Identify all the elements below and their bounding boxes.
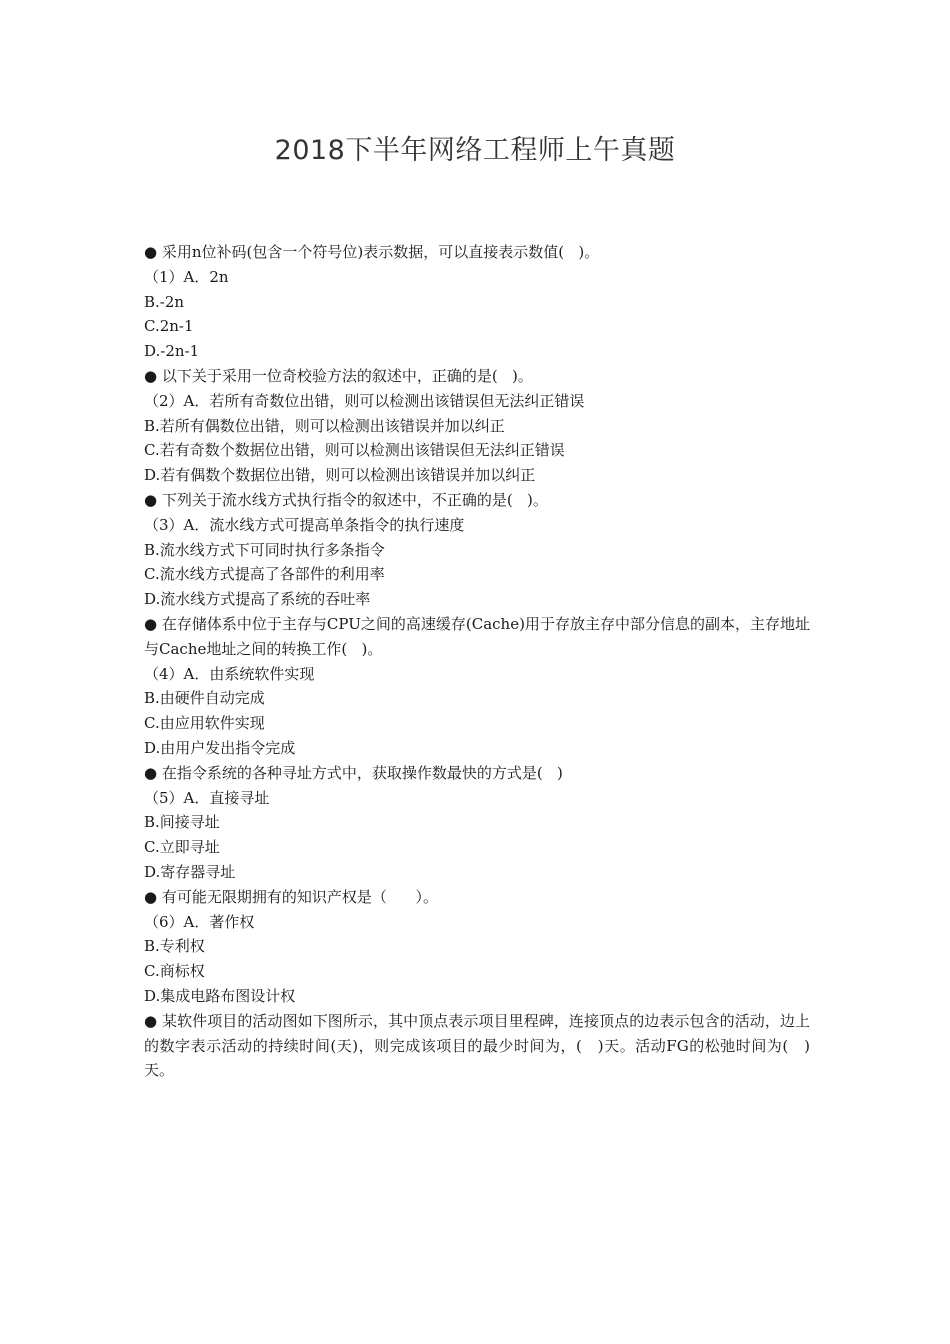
question-1-option-c: C.2n-1: [144, 317, 194, 336]
question-stem-1: ● 采用n位补码(包含一个符号位)表示数据，可以直接表示数值( )。: [144, 243, 600, 261]
question-4-option-d: D.由用户发出指令完成: [144, 738, 296, 757]
question-stem-3: ● 下列关于流水线方式执行指令的叙述中，不正确的是( )。: [144, 490, 548, 509]
question-stem-2: ● 以下关于采用一位奇校验方法的叙述中，正确的是( )。: [144, 366, 533, 385]
question-stem-6: ● 有可能无限期拥有的知识产权是（ ）。: [144, 887, 438, 906]
question-5-option-b: B.间接寻址: [144, 813, 220, 832]
question-5-option-d: D.寄存器寻址: [144, 862, 236, 881]
question-stem-4: ● 在存储体系中位于主存与CPU之间的高速缓存(Cache)用于存放主存中部分信息的副本，主存地址与Cache地址之间的转换工作( )。: [144, 614, 810, 658]
question-3-option-a: （3）A．流水线方式可提高单条指令的执行速度: [144, 515, 465, 534]
question-6-option-a: （6）A．著作权: [144, 912, 255, 931]
question-6-option-b: B.专利权: [144, 937, 205, 956]
question-stem-7: ● 某软件项目的活动图如下图所示，其中顶点表示项目里程碑，连接顶点的边表示包含的活动，边上的数字表示活动的持续时间(天)，则完成该项目的最少时间为，( )天。活动FG的松弛时间为( )天。: [144, 1011, 810, 1080]
question-5-option-c: C.立即寻址: [144, 838, 220, 857]
question-2-option-c: C.若有奇数个数据位出错，则可以检测出该错误但无法纠正错误: [144, 441, 565, 460]
question-5-option-a: （5）A．直接寻址: [144, 788, 270, 807]
question-4-option-a: （4）A．由系统软件实现: [144, 664, 315, 683]
question-1-option-a: （1）A．2n: [144, 267, 229, 286]
question-3-option-b: B.流水线方式下可同时执行多条指令: [144, 540, 385, 559]
question-list: [144, 240, 810, 1083]
question-1-option-d: D.-2n-1: [144, 342, 200, 361]
question-3-option-c: C.流水线方式提高了各部件的利用率: [144, 565, 385, 584]
question-2-option-d: D.若有偶数个数据位出错，则可以检测出该错误并加以纠正: [144, 466, 536, 485]
question-3-option-d: D.流水线方式提高了系统的吞吐率: [144, 590, 371, 609]
page-title: 2018下半年网络工程师上午真题: [274, 135, 676, 166]
question-2-option-a: （2）A．若所有奇数位出错，则可以检测出该错误但无法纠正错误: [144, 391, 585, 410]
question-1-option-b: B.-2n: [144, 292, 185, 311]
question-6-option-c: C.商标权: [144, 962, 205, 981]
question-4-option-c: C.由应用软件实现: [144, 714, 265, 733]
question-stem-5: ● 在指令系统的各种寻址方式中，获取操作数最快的方式是( ): [144, 763, 563, 782]
question-4-option-b: B.由硬件自动完成: [144, 689, 265, 708]
question-2-option-b: B.若所有偶数位出错，则可以检测出该错误并加以纠正: [144, 416, 505, 435]
question-6-option-d: D.集成电路布图设计权: [144, 986, 296, 1005]
